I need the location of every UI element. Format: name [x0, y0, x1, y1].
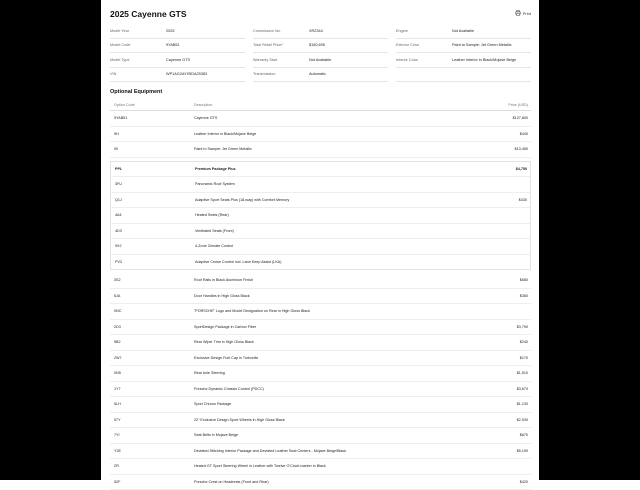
table-row — [110, 142, 531, 158]
option-description: Seat Belts in Mojave Beige — [194, 433, 491, 437]
spec-label: Exterior Color — [396, 43, 452, 47]
spec-value: Leather Interior in Black/Mojave Beige — [452, 58, 516, 62]
option-code: 2FI — [110, 464, 194, 468]
optional-equipment-heading: Optional Equipment — [110, 89, 162, 95]
table-row — [110, 366, 531, 382]
spec-cell — [253, 24, 388, 39]
option-price: $13,450 — [491, 147, 531, 151]
premium-package-group — [110, 161, 531, 271]
spec-cell — [396, 53, 531, 68]
option-code: 0NC — [110, 309, 194, 313]
option-price: $680 — [491, 278, 531, 282]
option-description: Sport Chrono Package — [194, 402, 491, 406]
option-code: 2W7 — [110, 356, 194, 360]
spec-value: Not Available — [452, 29, 474, 33]
option-description: Cayenne GTS — [194, 116, 491, 120]
option-code: 2D3 — [110, 325, 194, 329]
spec-cell — [110, 24, 245, 39]
table-row — [110, 351, 531, 367]
print-label: Print — [523, 11, 531, 16]
spec-cell — [396, 24, 531, 39]
option-description: Porsche Dynamic Chassis Control (PDCC) — [194, 387, 491, 391]
table-row — [110, 428, 531, 444]
option-description: Porsche Crest on Headrests (Front and Rear) — [194, 480, 491, 484]
option-description: Exclusive Design Fuel Cap in Turbonite — [194, 356, 491, 360]
spec-cell — [110, 39, 245, 54]
option-price: $5,190 — [491, 449, 531, 453]
spec-cell — [253, 68, 388, 83]
spec-cell — [396, 68, 531, 83]
option-code: 9YAB51 — [110, 116, 194, 120]
spec-cell — [253, 53, 388, 68]
option-code: 4A4 — [111, 213, 195, 217]
table-row — [111, 224, 530, 240]
spec-value: Cayenne GTS — [166, 58, 190, 62]
left-letterbox — [0, 0, 101, 480]
option-description: "PORSCHE" Logo and Model Designation on Rear in High Gloss Black — [194, 309, 491, 313]
window-sticker-page — [101, 0, 539, 480]
table-row — [111, 239, 530, 255]
option-description: Heated Seats (Rear) — [195, 213, 490, 217]
option-price: $2,930 — [491, 418, 531, 422]
option-description: Ventilated Seats (Front) — [195, 229, 490, 233]
option-price: $1,510 — [491, 371, 531, 375]
vehicle-specs — [110, 24, 531, 82]
table-row — [110, 289, 531, 305]
spec-row — [110, 53, 531, 68]
option-code: 3FU — [111, 182, 195, 186]
table-row — [110, 444, 531, 460]
option-description: SportDesign Package in Carbon Fiber — [194, 325, 491, 329]
rows-top — [110, 111, 531, 158]
right-letterbox — [539, 0, 640, 480]
table-row — [111, 208, 530, 224]
option-code: PV3 — [111, 260, 195, 264]
option-description: Heated GT Sport Steering Wheel in Leather with Twelve O'Clock marker in Black — [194, 464, 491, 468]
table-row — [111, 255, 530, 270]
option-code: Q1J — [111, 198, 195, 202]
rows-bottom — [110, 273, 531, 490]
spec-label: Transmission — [253, 72, 309, 76]
option-price: $4,750 — [490, 167, 530, 171]
page-title: 2025 Cayenne GTS — [110, 9, 187, 19]
option-description: Adaptive Sport Seats Plus (18-way) with Comfort Memory — [195, 198, 490, 202]
option-price: $3,670 — [491, 387, 531, 391]
table-row — [110, 382, 531, 398]
table-row — [111, 162, 530, 178]
option-description: Roof Rails in Black Aluminum Finish — [194, 278, 491, 282]
option-price: $3,790 — [491, 325, 531, 329]
option-price: $240 — [491, 340, 531, 344]
spec-value: 9YAB51 — [166, 43, 180, 47]
optional-equipment-table — [110, 99, 531, 490]
option-description: Rear Wiper Trim in High Gloss Black — [194, 340, 491, 344]
table-row — [110, 127, 531, 143]
table-row — [110, 413, 531, 429]
option-price: $430 — [490, 198, 530, 202]
spec-label: Warranty Start — [253, 58, 309, 62]
option-code: 9H — [110, 132, 194, 136]
spec-label: Model Year — [110, 29, 166, 33]
option-code: 6JA — [110, 294, 194, 298]
table-row — [110, 397, 531, 413]
spec-label: Model Code — [110, 43, 166, 47]
spec-label: Model Type — [110, 58, 166, 62]
table-row — [111, 177, 530, 193]
spec-label: Engine — [396, 29, 452, 33]
table-row — [110, 304, 531, 320]
option-description: Paint to Sample: Jet Green Metallic — [194, 147, 491, 151]
option-description: Adaptive Cruise Control incl. Lane Keep Assist (LKA) — [195, 260, 490, 264]
spec-row — [110, 24, 531, 39]
table-row — [110, 475, 531, 490]
option-description: Premium Package Plus — [195, 167, 490, 171]
spec-cell — [110, 53, 245, 68]
spec-label: VIN — [110, 72, 166, 76]
spec-row — [110, 39, 531, 54]
table-row — [110, 273, 531, 289]
option-description: Door Handles in High Gloss Black — [194, 294, 491, 298]
header-price: Price (USD) — [491, 103, 531, 107]
table-row — [110, 335, 531, 351]
option-price: $1,130 — [491, 402, 531, 406]
option-code: 4D3 — [111, 229, 195, 233]
header-description: Description — [194, 103, 491, 107]
option-price: $420 — [491, 480, 531, 484]
print-button[interactable] — [515, 10, 531, 16]
spec-label: Commission No. — [253, 29, 309, 33]
spec-value: WP1AG2AY9SDA25383 — [166, 72, 207, 76]
option-description: 22" Exclusive Design Sport Wheels in High Gloss Black — [194, 418, 491, 422]
option-description: Rear Axle Steering — [194, 371, 491, 375]
option-description: 4-Zone Climate Control — [195, 244, 490, 248]
table-row — [111, 193, 530, 209]
spec-cell — [396, 39, 531, 54]
option-price: $440 — [491, 132, 531, 136]
option-description: Deviated Stitching Interior Package and Deviated Leather Seat Centers - Mojave Beige/Black — [194, 449, 491, 453]
spec-cell — [110, 68, 245, 83]
option-code: 9X2 — [111, 244, 195, 248]
option-code: 09 — [110, 147, 194, 151]
option-price: $170 — [491, 356, 531, 360]
option-description: Leather Interior in Black/Mojave Beige — [194, 132, 491, 136]
option-code: 57Y — [110, 418, 194, 422]
option-price: $360 — [491, 294, 531, 298]
printer-icon — [515, 10, 521, 16]
spec-value: XR2344 — [309, 29, 323, 33]
spec-value: $150,695 — [309, 43, 325, 47]
option-code: 5LH — [110, 402, 194, 406]
spec-value: Not Available — [309, 58, 331, 62]
header-option-code: Option Code — [110, 103, 194, 107]
spec-row — [110, 68, 531, 83]
option-description: Panoramic Roof System — [195, 182, 490, 186]
spec-value: 2025 — [166, 29, 174, 33]
option-code: 0N5 — [110, 371, 194, 375]
option-code: 1Y7 — [110, 387, 194, 391]
option-code: 7YI — [110, 433, 194, 437]
spec-value: Paint to Sample: Jet Green Metallic — [452, 43, 512, 47]
option-code: Y2E — [110, 449, 194, 453]
table-row — [110, 320, 531, 336]
spec-cell — [253, 39, 388, 54]
table-row — [110, 459, 531, 475]
option-code: 52F — [110, 480, 194, 484]
spec-value: Automatic — [309, 72, 326, 76]
option-code: PPL — [111, 167, 195, 171]
option-price: $127,800 — [491, 116, 531, 120]
spec-label: Interior Color — [396, 58, 452, 62]
option-code: 5B2 — [110, 340, 194, 344]
spec-label: Total Retail Price* — [253, 43, 309, 47]
table-row — [110, 111, 531, 127]
option-code: 3S2 — [110, 278, 194, 282]
table-header — [110, 99, 531, 111]
option-price: $670 — [491, 433, 531, 437]
